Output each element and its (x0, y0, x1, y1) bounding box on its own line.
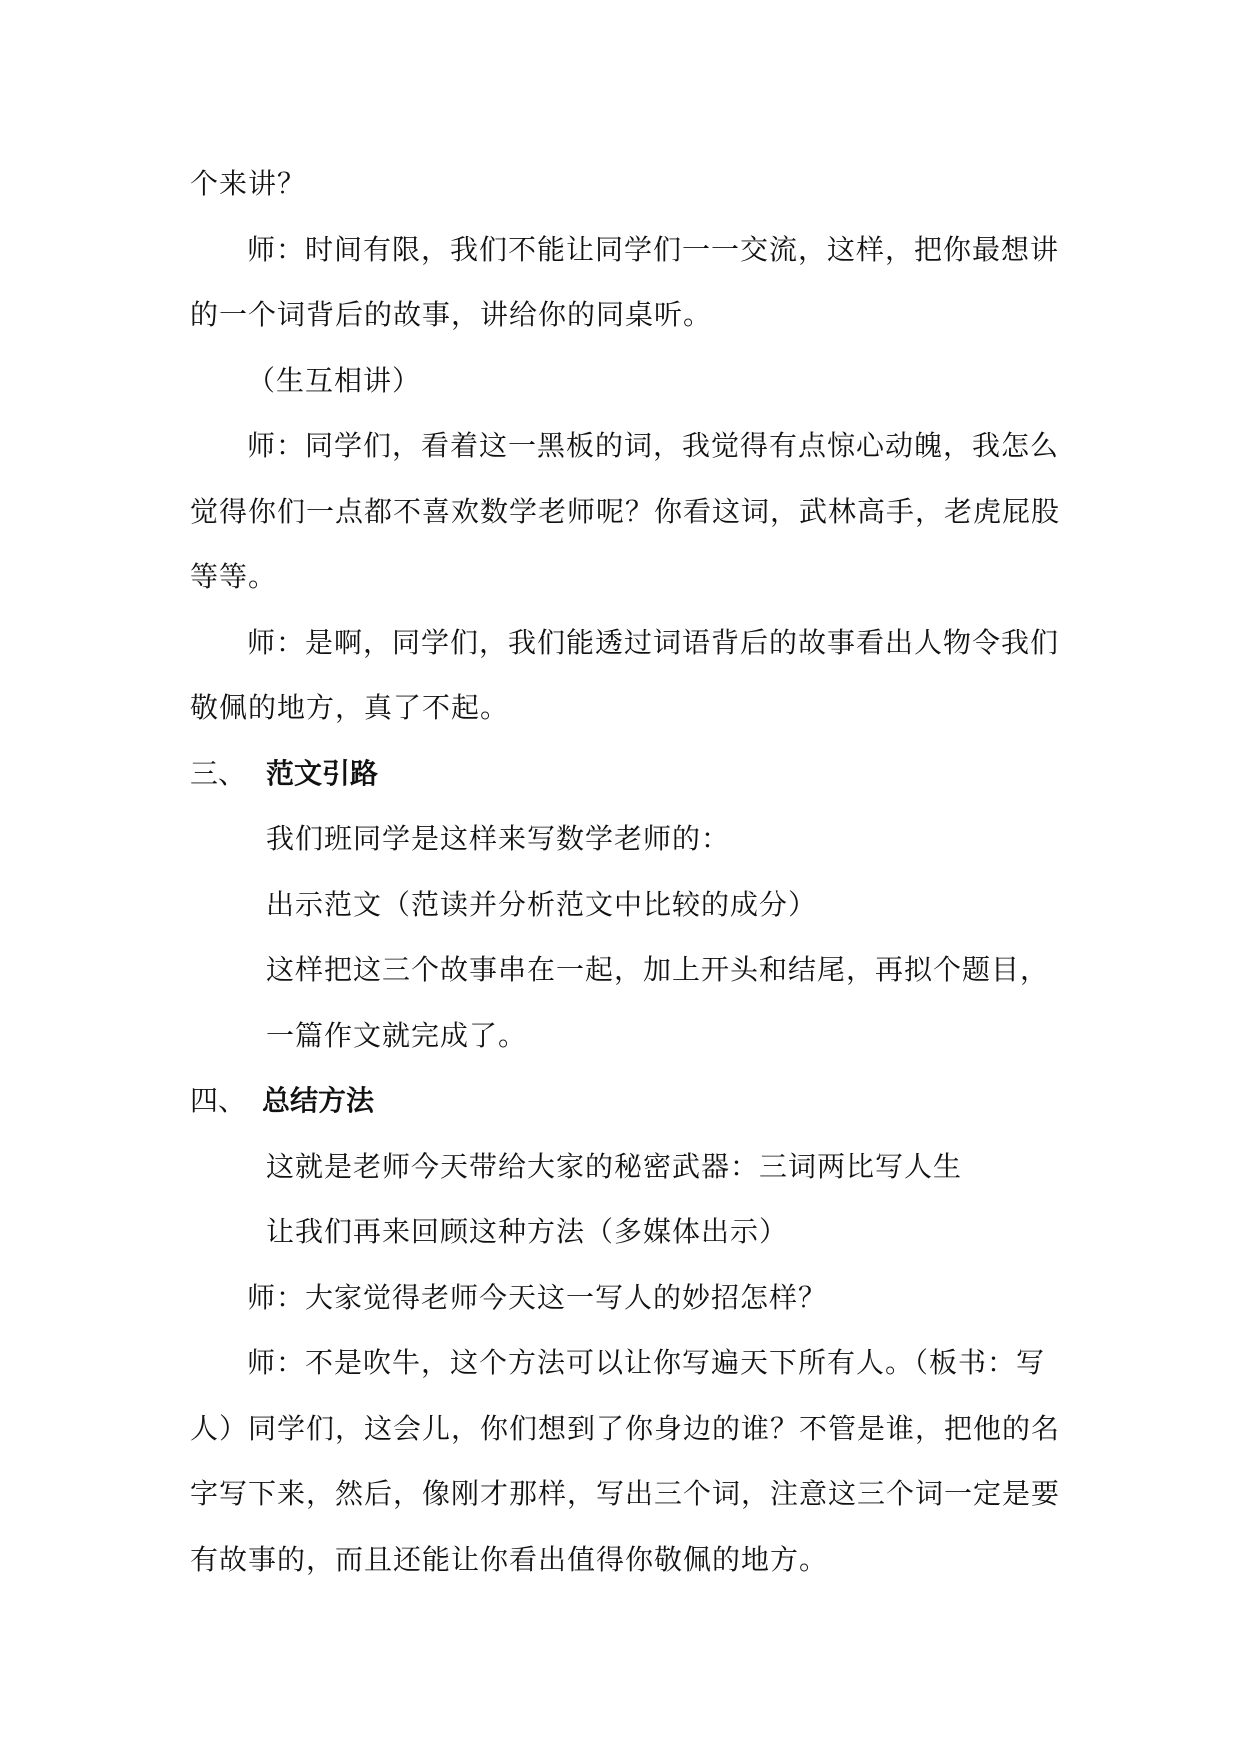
text-line: 这样把这三个故事串在一起，加上开头和结尾，再拟个题目， (266, 953, 1050, 986)
text-line: 一篇作文就完成了。 (266, 1019, 528, 1052)
text-line: 师：同学们，看着这一黑板的词，我觉得有点惊心动魄，我怎么 (247, 429, 1060, 462)
text-line: 人）同学们，这会儿，你们想到了你身边的谁？不管是谁，把他的名 (190, 1412, 1061, 1445)
text-line: 等等。 (190, 560, 278, 593)
text-line: 让我们再来回顾这种方法（多媒体出示） (266, 1215, 789, 1248)
text-line: 这就是老师今天带给大家的秘密武器：三词两比写人生 (266, 1150, 963, 1183)
text-line: 有故事的，而且还能让你看出值得你敬佩的地方。 (190, 1543, 829, 1576)
text-line: 出示范文（范读并分析范文中比较的成分） (266, 888, 818, 921)
text-line: 师：是啊，同学们，我们能透过词语背后的故事看出人物令我们 (247, 626, 1060, 659)
text-line: 我们班同学是这样来写数学老师的： (266, 822, 731, 855)
text-line: 敬佩的地方，真了不起。 (190, 691, 510, 724)
section-number: 四、 (190, 1084, 247, 1117)
text-line: 的一个词背后的故事，讲给你的同桌听。 (190, 298, 713, 331)
text-line: 字写下来，然后，像刚才那样，写出三个词，注意这三个词一定是要 (190, 1477, 1061, 1510)
text-line: 师：时间有限，我们不能让同学们一一交流，这样，把你最想讲 (247, 233, 1060, 266)
text-line: 觉得你们一点都不喜欢数学老师呢？你看这词，武林高手，老虎屁股 (190, 495, 1061, 528)
section-heading: 总结方法 (262, 1084, 375, 1117)
section-heading: 范文引路 (266, 757, 379, 790)
text-line: 个来讲？ (190, 167, 307, 200)
section-number: 三、 (190, 757, 247, 790)
text-line: 师：大家觉得老师今天这一写人的妙招怎样？ (247, 1281, 828, 1314)
text-line: 师：不是吹牛，这个方法可以让你写遍天下所有人。（板书：写 (247, 1346, 1046, 1379)
text-line: （生互相讲） (247, 364, 422, 397)
